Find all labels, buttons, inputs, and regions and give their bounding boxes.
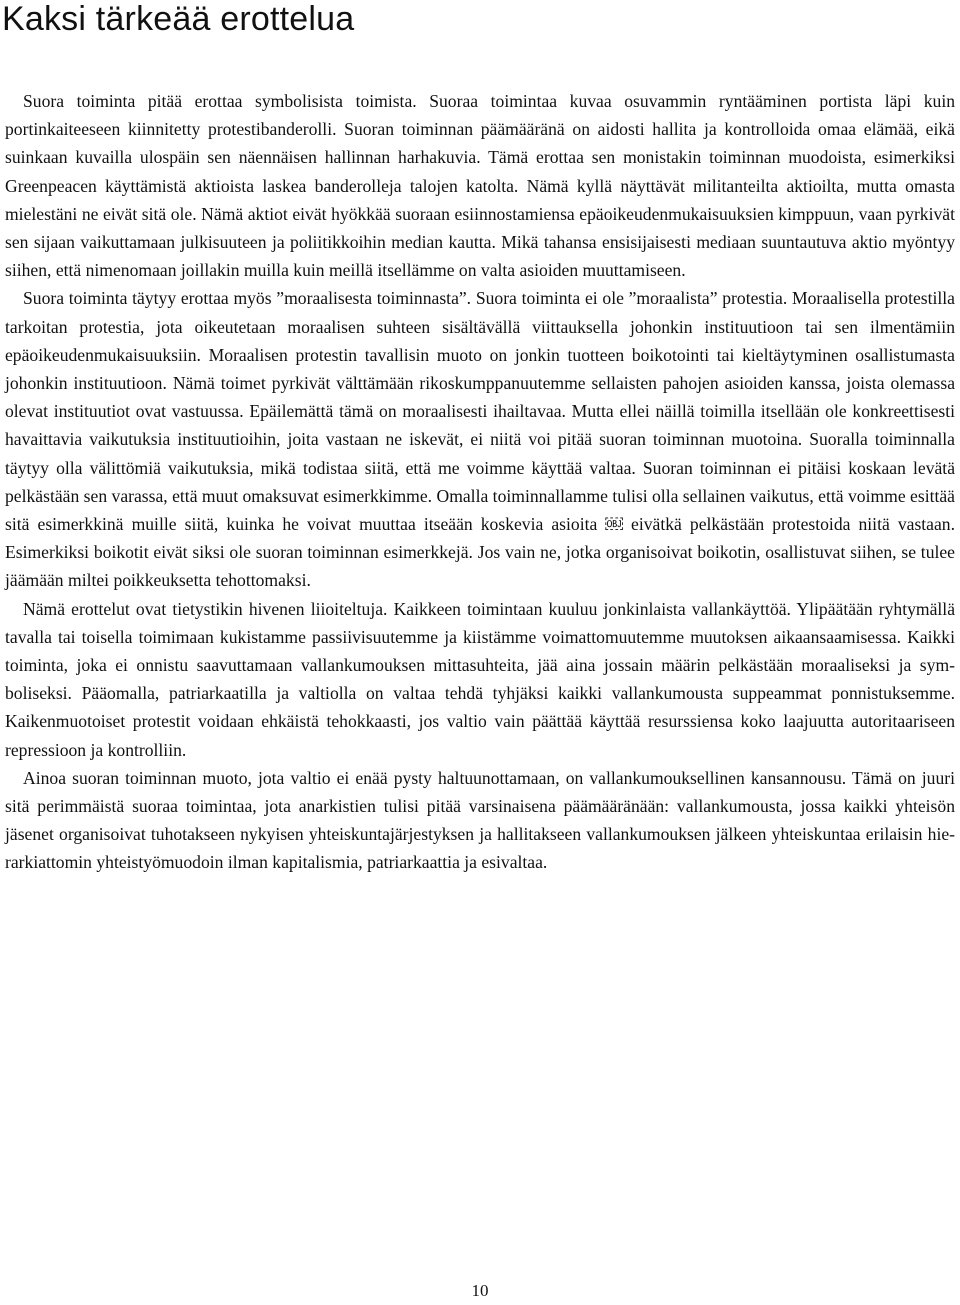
body-text [5, 87, 955, 877]
paragraph-3: Nämä erottelut ovat tietystikin hivenen liioiteltuja. Kaikkeen toimintaan kuuluu jonkinlaista vallankäyttöä. Ylipäätään ryhtymällä tavalla tai toisella toimimaan kukistamme passiivisuutemme ja kiistämme voimattomuutemme muutoksen aikaansaamisessa. Kaikki toiminta, joka ei onnistu saavuttamaan vallankumouksen mittasuhteita, jää aina jossain määrin pelkästään moraaliseksi ja symboliseksi. Pääomalla, patriarkaatilla ja valtiolla on valtaa tehdä tyhjäksi kaikki vallankumousta suppeammat ponnistuksemme. Kaikenmuotoiset protestit voidaan ehkäistä tehokkaasti, jos valtio vain päättää käyttää resurssiensa koko laajuutta autoritaariseen repressioon ja kontrolliin. [5, 598, 955, 760]
section-heading: Kaksi tärkeää erottelua [2, 0, 355, 38]
page-number: 10 [471, 1281, 489, 1300]
paragraph-2: Suora toiminta täytyy erottaa myös ”moraalisesta toiminnasta”. Suora toiminta ei ole ”moraalista” protestia. Moraalisella protestilla tarkoitan protestia, jota oikeutetaan moraalisen suhteen sisältävällä viittauksella johonkin instituutioon tai sen ilmentämiin epäoikeudenmukaisuuksiin. Moraalisen protestin tavallisin muoto on jonkin tuotteen boikotointi tai kieltäytyminen osallistumasta johonkin instituutioon. Nämä toimet pyrkivät välttämään rikoskumppanuutemme sellaisten pahojen asioiden kanssa, joista olemassa olevat instituutiot ovat vastuussa. Epäilemättä tämä on moraalisesti ihailtavaa. Mutta ellei näillä toimilla itsellään ole konkreettisesti havaittavia vaikutuksia instituutioihin, joita vastaan ne iskevät, ei niitä voi pitää suoran toiminnan muotoina. Suoralla toiminnalla täytyy olla välittömiä vaikutuksia, mikä todistaa siitä, että me voimme käyttää valtaa. Suoran toiminnan ei pitäisi koskaan levätä pelkästään sen varassa, että muut omaksuvat esimerkkimme. Omalla toiminnallamme tulisi olla sellainen vaikutus, että voimme esittää sitä esimerkkinä muille siitä, kuinka he voivat muuttaa itseään koskevia asioita ￼ eivätkä pelkästään protestoida niitä vastaan. Esimerkiksi boikotit eivät siksi ole suoran toiminnan esimerkkejä. Jos vain ne, jotka organisoivat boikotin, osallistuvat siihen, se tulee jäämään miltei poikkeuksetta tehottomaksi. [5, 288, 955, 591]
paragraph-1: Suora toiminta pitää erottaa symbolisista toimista. Suoraa toimintaa kuvaa osuvammin ryntääminen portista läpi kuin portinkaiteeseen kiinnitetty protestibanderolli. Suoran toiminnan päämääränä on aidosti hallita ja kontrolloida omaa elämää, eikä suinkaan kuvailla ulospäin sen näennäisen hallinnan harhakuvia. Tämä erottaa sen monistakin toiminnan muodoista, esimerkiksi Greenpeacen käyttämistä aktioista laskea banderolleja talojen katolta. Nämä kyllä näyttävät militanteilta aktioilta, mutta omasta mielestäni ne eivät sitä ole. Nämä aktiot eivät hyökkää suoraan esiinnostamiensa epäoikeudenmukaisuuksien kimppuun, vaan pyrkivät sen sijaan vaikuttamaan julkisuuteen ja poliitikkoihin median kautta. Mikä tahansa ensisijaisesti mediaan suuntautuva aktio myöntyy siihen, että nimenomaan joillakin muilla kuin meillä itsellämme on valta asioiden muuttamiseen. [5, 91, 955, 281]
paragraph-4: Ainoa suoran toiminnan muoto, jota valtio ei enää pysty haltuunottamaan, on vallankumouksellinen kansannousu. Tämä on juuri sitä perimmäistä suoraa toimintaa, jota anarkistien tulisi pitää varsinaisena päämääränään: vallankumousta, jossa kaikki yhteisön jäsenet organisoivat tuhotakseen nykyisen yhteiskuntajärjestyksen ja hallitakseen vallankumouksen jälkeen yhteiskuntaa erilaisin hierarkiattomin yhteistyömuodoin ilman kapitalismia, patriarkaattia ja esivaltaa. [5, 767, 955, 873]
